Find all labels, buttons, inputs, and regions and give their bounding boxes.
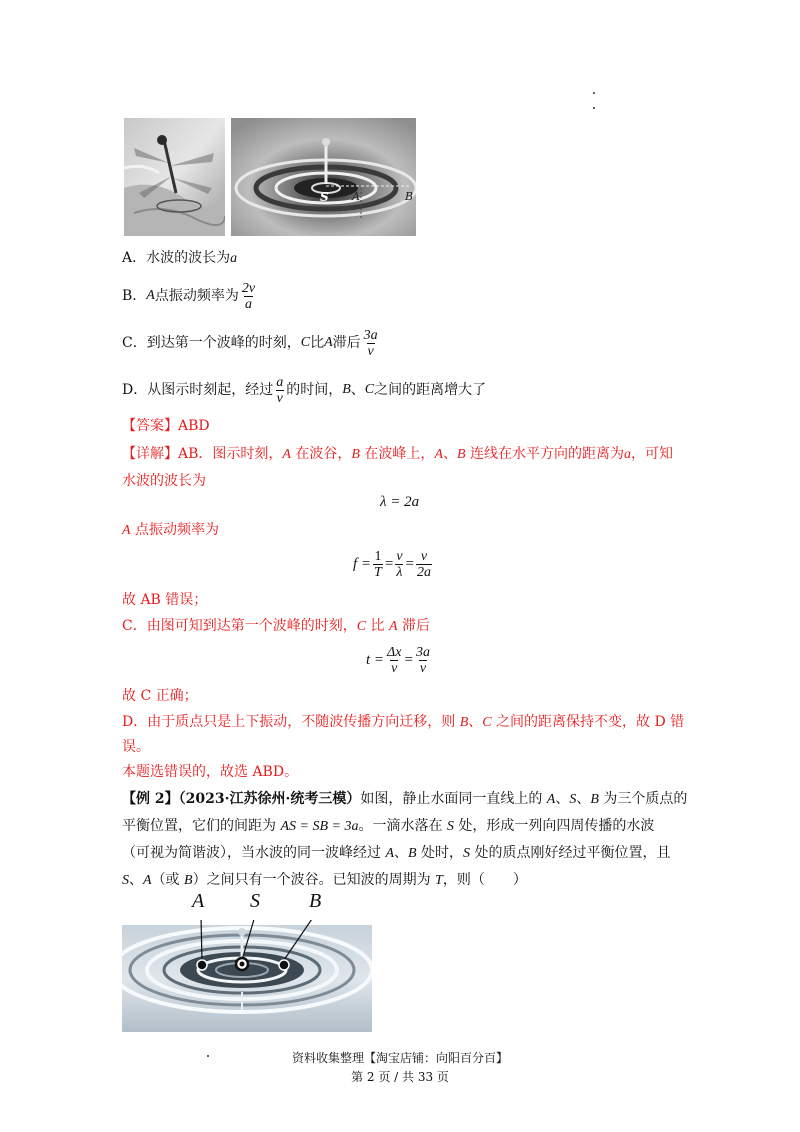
frac-num: v (396, 548, 403, 564)
eq-equals: = (405, 555, 414, 572)
footer-page-number: 第 2 页 / 共 33 页 (351, 1070, 449, 1084)
detail-var: C (356, 619, 367, 634)
detail-var: a (624, 447, 632, 462)
fig2-label-b: B (309, 890, 322, 912)
detail-text: 、 (443, 446, 457, 462)
example2-text: （可视为简谐波），当水波的同一波峰经过 (122, 845, 386, 861)
option-d-var2: C (364, 382, 375, 397)
equation-time (366, 642, 433, 678)
example2-var: S (122, 873, 129, 888)
example2-var: S (463, 846, 471, 861)
eq-fraction (386, 645, 402, 676)
answer-label: 【答案】 (122, 418, 178, 434)
example2-text: ，则（ ） (442, 872, 527, 888)
detail-text: D．由于质点只是上下振动，不随波传播方向迁移，则 (122, 714, 460, 730)
example2-var: S (446, 819, 454, 834)
detail-text: 滞后 (397, 618, 430, 634)
frac-den: v (276, 390, 283, 406)
option-d-var1: B (342, 382, 351, 397)
detail-line-5 (122, 616, 430, 637)
example2-source: （2023·江苏徐州·统考三模） (178, 791, 361, 807)
frac-den: v (391, 660, 398, 676)
corner-dot (593, 92, 595, 94)
option-c-var2: A (324, 335, 333, 350)
option-a (122, 248, 237, 269)
example2-text: 如图，静止水面同一直线上的 (360, 791, 547, 807)
fig1-label-s: S (320, 190, 329, 204)
detail-var: A (122, 523, 131, 538)
detail-line-1 (122, 444, 673, 465)
frac-den: T (374, 564, 382, 580)
option-b-fraction (241, 281, 256, 312)
detail-text: 在波峰上， (359, 446, 435, 462)
eq-lhs: f = (353, 555, 372, 572)
detail-line-6: 故 C 正确； (122, 688, 198, 704)
frac-num: 2v (241, 280, 256, 296)
equation-frequency (353, 546, 434, 582)
example2-text: 处的质点刚好经过平衡位置，且 (470, 845, 671, 861)
frac-den: a (244, 296, 252, 312)
example2-text: 、 (576, 791, 591, 807)
detail-var: B (351, 447, 360, 462)
example2-var: A (143, 873, 152, 888)
example2-line-3 (122, 843, 670, 864)
example2-text: 、 (394, 845, 409, 861)
detail-line-8: 误。 (122, 739, 150, 755)
example2-text: 为三个质点的 (598, 791, 688, 807)
detail-text: 连线在水平方向的距离为 (465, 446, 625, 462)
frac-num: 3a (415, 644, 430, 660)
fig2-label-s: S (250, 890, 260, 912)
frac-num: Δx (387, 644, 402, 660)
option-c-prefix: C．到达第一个波峰的时刻， (122, 335, 301, 351)
detail-var: A (282, 447, 291, 462)
option-d (122, 372, 486, 408)
option-b (122, 278, 258, 314)
example2-text: ）之间只有一个波谷。已知波的周期为 (192, 872, 436, 888)
detail-var: B (459, 715, 469, 730)
fig1-label-b: B (405, 190, 414, 203)
example2-var: A (385, 846, 395, 861)
detail-text: 、 (468, 714, 483, 730)
frac-den: λ (396, 564, 403, 580)
example2-var: B (408, 846, 417, 861)
detail-var: A (388, 619, 398, 634)
detail-line-7 (122, 712, 684, 733)
example2-var: T (435, 873, 443, 888)
detail-var: C (482, 715, 492, 730)
example2-text: 。一滴水落在 (358, 818, 447, 834)
detail-line-2: 水波的波长为 (122, 473, 206, 489)
detail-line-9: 本题选错误的，故选 ABD。 (122, 764, 299, 780)
detail-text: 之间的距离保持不变，故 D 错 (491, 714, 685, 730)
option-b-prefix: B． (122, 288, 147, 304)
example2-var: S (569, 792, 577, 807)
detail-line-4: 故 AB 错误； (122, 592, 208, 608)
option-c-mid: 比 (310, 335, 325, 351)
detail-text: C．由图可知到达第一个波峰的时刻， (122, 618, 357, 634)
footer-source: 资料收集整理【淘宝店铺：向阳百分百】 (291, 1051, 508, 1065)
eq-fraction (416, 549, 432, 580)
example2-text: 处时， (416, 845, 464, 861)
example2-var: B (590, 792, 599, 807)
detail-var: A (434, 447, 443, 462)
answer-value: ABD (178, 418, 210, 434)
detail-text: 比 (366, 618, 389, 634)
frac-num: a (276, 374, 284, 390)
detail-var: B (457, 447, 466, 462)
option-c (122, 325, 381, 361)
fig1-label-a: A (352, 190, 360, 203)
fig2-label-a: A (192, 890, 205, 912)
example2-var: A (546, 792, 556, 807)
frac-den: v (419, 660, 427, 676)
equation-lambda: λ = 2a (380, 494, 420, 510)
detail-text: 点振动频率为 (130, 522, 220, 538)
example2-line-1 (122, 789, 687, 810)
example2-text: 、 (555, 791, 570, 807)
corner-dot (593, 107, 595, 109)
option-b-text: 点振动频率为 (154, 288, 239, 304)
example2-text: 平衡位置，它们的间距为 (122, 818, 281, 834)
option-c-text: 滞后 (332, 335, 361, 351)
option-a-var: a (230, 251, 238, 266)
dragonfly-photo (124, 118, 225, 236)
detail-text: 在波谷， (290, 446, 352, 462)
example2-line-2 (122, 816, 654, 837)
example2-label: 【例 2】 (122, 791, 179, 807)
detail-line-3 (122, 520, 219, 541)
eq-lhs: t = (366, 651, 385, 668)
option-c-var1: C (300, 335, 311, 350)
eq-fraction (395, 549, 403, 580)
eq-equals: = (404, 651, 413, 668)
option-d-text: 的时间， (286, 382, 343, 398)
option-c-fraction (363, 328, 379, 359)
eq-fraction (415, 645, 431, 676)
option-d-fraction (275, 375, 284, 406)
example2-var: AS = SB = 3a (280, 819, 359, 834)
example2-line-4 (122, 870, 527, 891)
option-d-sep: 、 (350, 382, 365, 398)
frac-num: 3a (363, 327, 378, 343)
detail-text: AB．图示时刻， (178, 446, 283, 462)
option-b-var: A (146, 288, 155, 303)
ripple-photo-1 (231, 118, 416, 236)
example2-text: （或 (151, 872, 185, 888)
detail-label: 【详解】 (122, 446, 178, 462)
answer-line (122, 416, 210, 436)
frac-den: v (367, 343, 374, 359)
eq-fraction (373, 549, 383, 580)
example2-text: 处，形成一列向四周传播的水波 (453, 818, 655, 834)
ripple-figure-2 (122, 890, 372, 1032)
detail-text: ，可知 (631, 446, 674, 462)
frac-num: 1 (374, 548, 382, 564)
eq-equals: = (384, 555, 394, 572)
example2-text: 、 (129, 872, 143, 888)
option-d-prefix: D．从图示时刻起，经过 (122, 382, 274, 398)
example2-var: B (184, 873, 193, 888)
frac-den: 2a (417, 564, 431, 580)
frac-num: v (420, 548, 428, 564)
option-a-text: A．水波的波长为 (122, 250, 231, 266)
option-d-suffix: 之间的距离增大了 (374, 382, 487, 398)
